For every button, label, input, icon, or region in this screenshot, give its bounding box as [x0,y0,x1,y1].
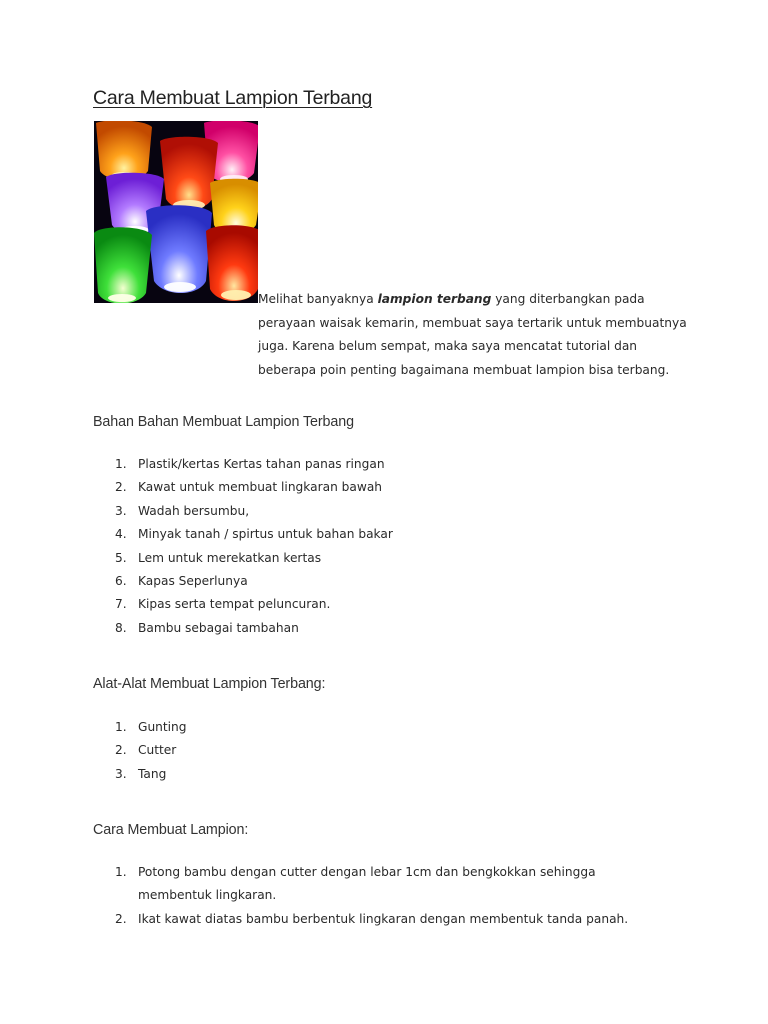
list-item: 1. Potong bambu dengan cutter dengan lebar 1cm dan bengkokkan sehingga membentuk lingkaran. [115,865,596,903]
list-item: 1. Plastik/kertas Kertas tahan panas ringan [115,457,385,471]
lanterns-image [94,121,258,303]
list-item: 5. Lem untuk merekatkan kertas [115,550,322,565]
section-heading-steps: Cara Membuat Lampion: [93,822,249,838]
intro-emphasis: lampion terbang [377,292,492,306]
steps-list [93,861,653,931]
list-item: 6. Kapas Seperlunya [115,574,248,589]
list-item: 4. Minyak tanah / spirtus untuk bahan bakar [115,527,393,542]
list-item: 1. Gunting [115,720,187,734]
tools-list [93,716,653,786]
materials-list [93,453,653,640]
list-item: 8. Bambu sebagai tambahan [115,620,299,635]
section-heading-tools: Alat-Alat Membuat Lampion Terbang: [93,676,326,692]
list-item: 7. Kipas serta tempat peluncuran. [115,597,331,612]
page-title: Cara Membuat Lampion Terbang [93,87,373,109]
list-item: 2. Kawat untuk membuat lingkaran bawah [115,480,383,495]
intro-paragraph [93,288,693,382]
list-item: 2. Cutter [115,743,177,758]
list-item: 3. Tang [115,766,167,781]
lanterns-photo [94,121,258,303]
list-item: 2. Ikat kawat diatas bambu berbentuk lingkaran dengan membentuk tanda panah. [115,911,629,926]
intro-text-after: yang diterbangkan pada perayaan waisak kemarin, membuat saya tertarik untuk membuatnya juga. Karena belum sempat, maka saya mencatat tutorial dan beberapa poin penting bagaimana membuat lampion bisa terbang. [258,292,687,377]
intro-text-before: Melihat banyaknya [258,292,378,306]
list-item: 3. Wadah bersumbu, [115,503,250,518]
section-heading-materials: Bahan Bahan Membuat Lampion Terbang [93,414,354,430]
